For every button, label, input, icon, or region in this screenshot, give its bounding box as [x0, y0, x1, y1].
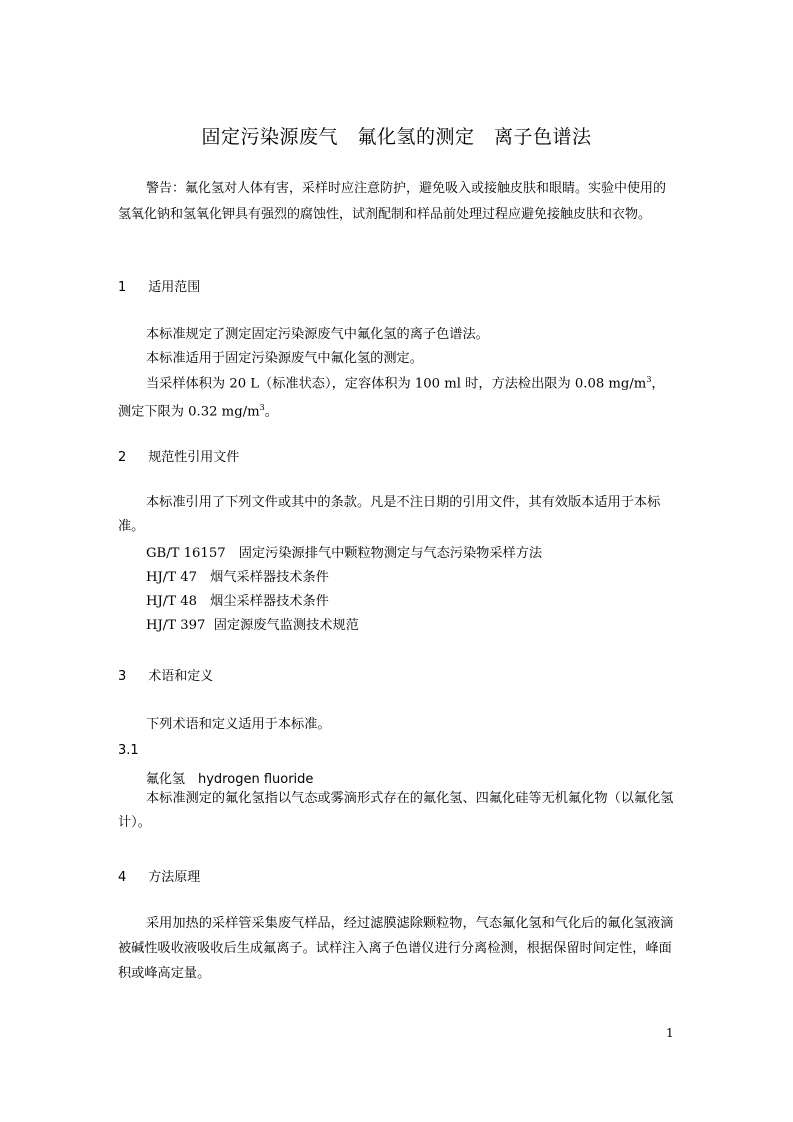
section-number: 1	[118, 280, 127, 295]
section-number: 2	[118, 450, 127, 465]
detection-limit-text: 当采样体积为 20 L（标准状态），定容体积为 100 ml 时，方法检出限为 0.08 mg/m	[146, 376, 647, 392]
section-3-intro: 下列术语和定义适用于本标准。	[146, 717, 331, 732]
page-number: 1	[666, 1026, 674, 1040]
section-1-paragraph-1: 本标准规定了测定固定污染源废气中氟化氢的离子色谱法。	[146, 327, 489, 342]
document-title: 固定污染源废气 氟化氢的测定 离子色谱法	[201, 126, 592, 148]
section-number: 4	[118, 870, 127, 885]
superscript: 3	[259, 403, 265, 413]
term-definition: 本标准测定的氟化氢指以气态或雾滴形式存在的氟化氢、四氟化硅等无机氟化物（以氟化氢计）。	[118, 791, 674, 830]
section-3-heading	[118, 665, 213, 684]
superscript: 3	[646, 375, 652, 384]
section-4-heading	[118, 866, 200, 885]
reference-item: HJ/T 47 烟气采样器技术条件	[146, 570, 329, 585]
section-title: 适用范围	[148, 280, 201, 295]
section-1-paragraph-2: 本标准适用于固定污染源废气中氟化氢的测定。	[146, 351, 423, 366]
section-title: 方法原理	[148, 870, 201, 885]
section-1-heading	[118, 276, 200, 295]
reference-item: HJ/T 397 固定源废气监测技术规范	[146, 618, 359, 633]
section-title: 规范性引用文件	[148, 450, 240, 465]
warning-paragraph: 警告：氟化氢对人体有害，采样时应注意防护，避免吸入或接触皮肤和眼睛。实验中使用的氢氧化钠和氢氧化钾具有强烈的腐蚀性，试剂配制和样品前处理过程应避免接触皮肤和衣物。	[118, 181, 667, 222]
section-2-heading	[118, 446, 239, 465]
reference-item: GB/T 16157 固定污染源排气中颗粒物测定与气态污染物采样方法	[146, 546, 543, 561]
section-title: 术语和定义	[148, 669, 214, 684]
quantitation-limit-text: ，测定下限为 0.32 mg/m	[118, 376, 665, 420]
reference-item: HJ/T 48 烟尘采样器技术条件	[146, 594, 329, 609]
section-4-body: 采用加热的采样管采集废气样品，经过滤膜滤除颗粒物，气态氟化氢和气化后的氟化氢液滴被碱性吸收液吸收后生成氟离子。试样注入离子色谱仪进行分离检测，根据保留时间定性，峰面积或峰高定量。	[118, 916, 674, 981]
section-2-intro: 本标准引用了下列文件或其中的条款。凡是不注日期的引用文件，其有效版本适用于本标准。	[118, 495, 661, 534]
section-number: 3	[118, 669, 127, 684]
subsection-number: 3.1	[118, 743, 139, 758]
sentence-end: 。	[264, 404, 278, 420]
term-name: 氟化氢 hydrogen fluoride	[146, 772, 314, 787]
detection-limit-paragraph	[118, 368, 676, 425]
